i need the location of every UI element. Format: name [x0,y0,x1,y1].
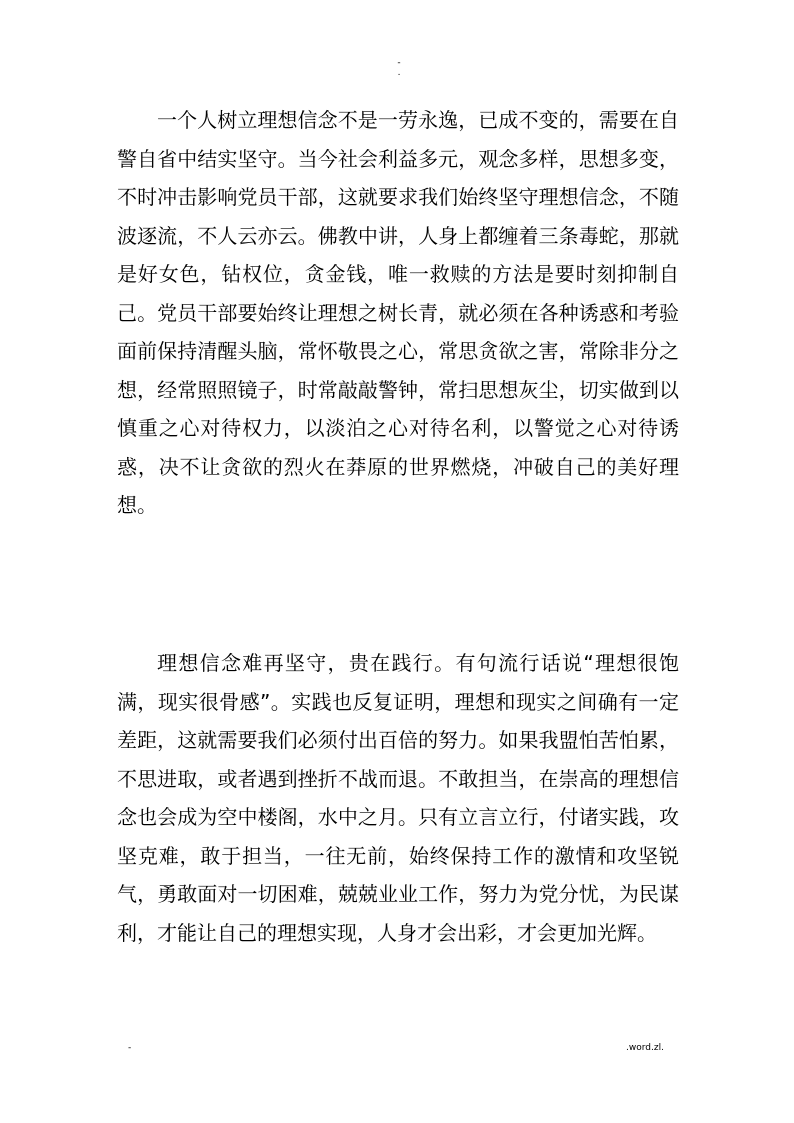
header-dot: . [397,68,401,78]
footer-right-text: .word.zl. [626,1043,664,1053]
header-dash: - [397,58,401,68]
paragraph-1: 一个人树立理想信念不是一劳永逸，已成不变的，需要在自警自省中结实坚守。当今社会利益多元，观念多样，思想多变，不时冲击影响党员干部，这就要求我们始终坚守理想信念，不随波逐流，不人云亦云。佛教中讲，人身上都缠着三条毒蛇，那就是好女色，钻权位，贪金钱，唯一救赎的方法是要时刻抑制自己。党员干部要始终让理想之树长青，就必须在各种诱惑和考验面前保持清醒头脑，常怀敬畏之心，常思贪欲之害，常除非分之想，经常照照镜子，时常敲敲警钟，常扫思想灰尘，切实做到以慎重之心对待权力，以淡泊之心对待名利，以警觉之心对待诱惑，决不让贪欲的烈火在莽原的世界燃烧，冲破自己的美好理想。 [117,108,679,517]
header-mark [394,58,404,78]
footer-left-mark: - [128,1043,132,1053]
paragraph-2: 理想信念难再坚守，贵在践行。有句流行话说“理想很饱满，现实很骨感”。实践也反复证明，理想和现实之间确有一定差距，这就需要我们必须付出百倍的努力。如果我盟怕苦怕累，不思进取，或者遇到挫折不战而退。不敢担当，在崇高的理想信念也会成为空中楼阁，水中之月。只有立言立行，付诸实践，攻坚克难，敢于担当，一往无前，始终保持工作的激情和攻坚锐气，勇敢面对一切困难，兢兢业业工作，努力为党分忧，为民谋利，才能让自己的理想实现，人身才会出彩，才会更加光辉。 [117,651,679,945]
